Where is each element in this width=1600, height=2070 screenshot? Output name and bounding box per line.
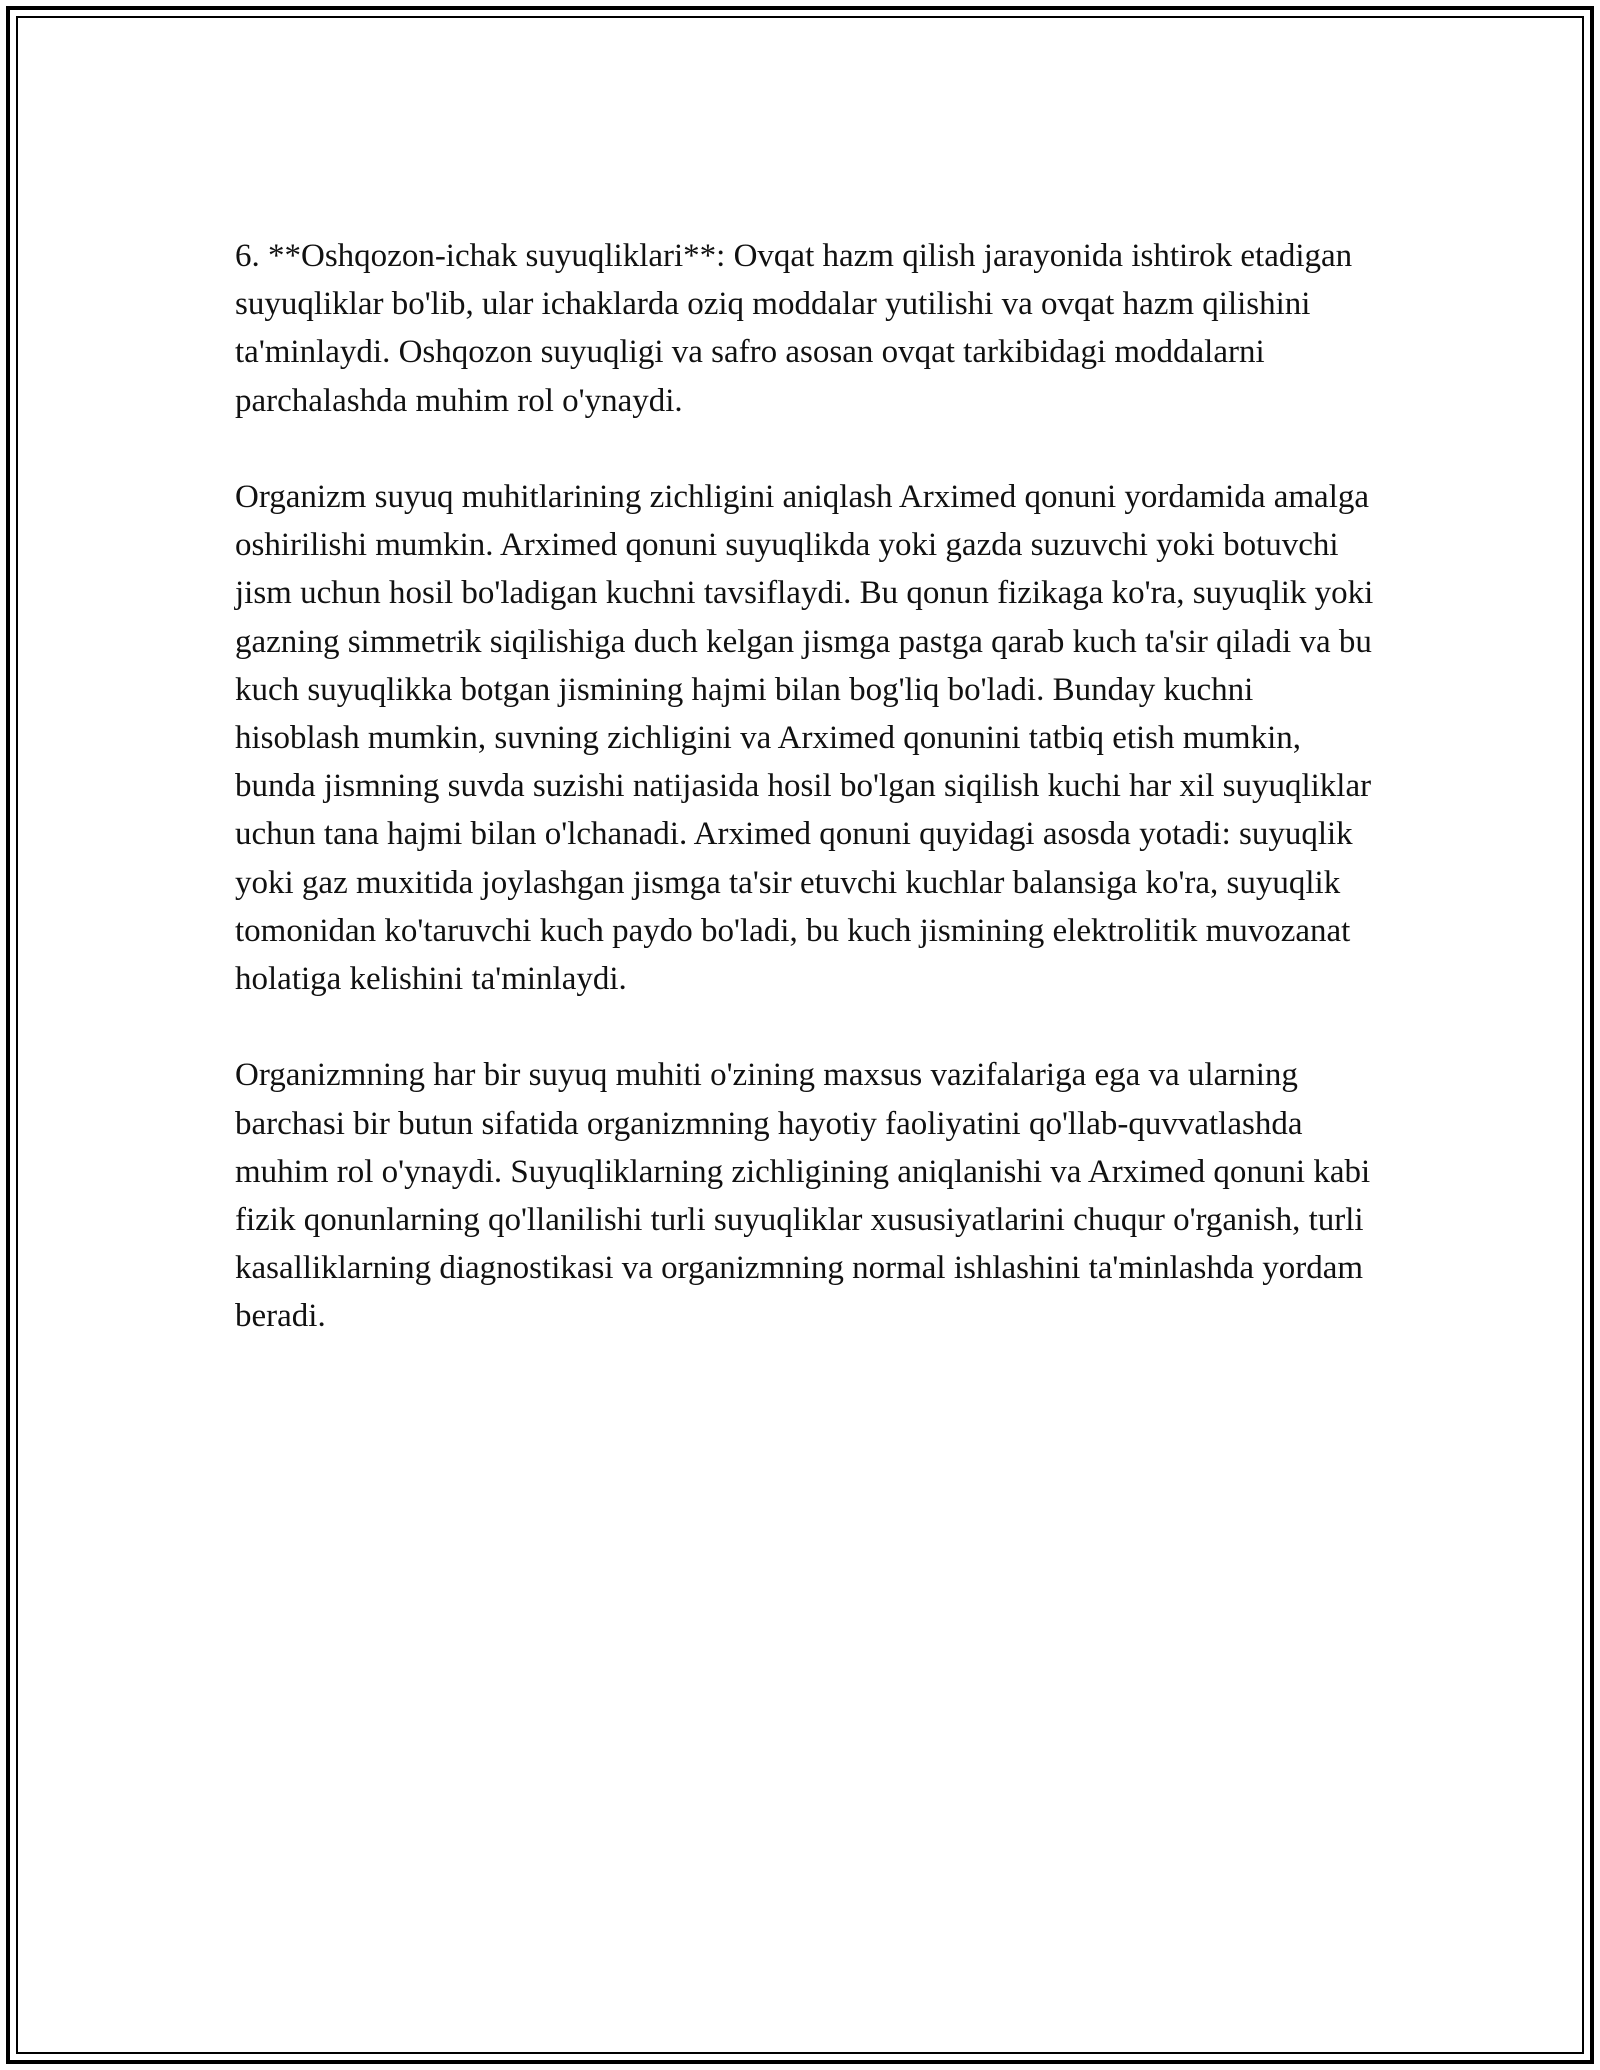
paragraph-gastrointestinal-fluids: 6. **Oshqozon-ichak suyuqliklari**: Ovqat hazm qilish jarayonida ishtirok etadigan suyuqliklar bo'lib, ular ichaklarda oziq moddalar yutilishi va ovqat hazm qilishini ta'minlaydi. Oshqozon suyuqligi va safro asosan ovqat tarkibidagi moddalarni parchalashda muhim rol o'ynaydi. [235, 238, 1353, 419]
paragraph-archimedes-law: Organizm suyuq muhitlarining zichligini aniqlash Arximed qonuni yordamida amalga oshirilishi mumkin. Arximed qonuni suyuqlikda yoki gazda suzuvchi yoki botuvchi jism uchun hosil bo'ladigan kuchni tavsiflaydi. Bu qonun fizikaga ko'ra, suyuqlik yoki gazning simmetrik siqilishiga duch kelgan jismga pastga qarab kuch ta'sir qiladi va bu kuch suyuqlikka botgan jismining hajmi bilan bog'liq bo'ladi. Bunday kuchni hisoblash mumkin, suvning zichligini va Arximed qonunini tatbiq etish mumkin, bunda jismning suvda suzishi natijasida hosil bo'lgan siqilish kuchi har xil suyuqliklar uchun tana hajmi bilan o'lchanadi. Arximed qonuni quyidagi asosda yotadi: suyuqlik yoki gaz muxitida joylashgan jismga ta'sir etuvchi kuchlar balansiga ko'ra, suyuqlik tomonidan ko'taruvchi kuch paydo bo'ladi, bu kuch jismining elektrolitik muvozanat holatiga kelishini ta'minlaydi. [235, 479, 1374, 998]
paragraph-conclusion: Organizmning har bir suyuq muhiti o'zining maxsus vazifalariga ega va ularning barchasi bir butun sifatida organizmning hayotiy faoliyatini qo'llab-quvvatlashda muhim rol o'ynaydi. Suyuqliklarning zichligining aniqlanishi va Arximed qonuni kabi fizik qonunlarning qo'llanilishi turli suyuqliklar xususiyatlarini chuqur o'rganish, turli kasalliklarning diagnostikasi va organizmning normal ishlashini ta'minlashda yordam beradi. [235, 1057, 1371, 1335]
document-body [235, 232, 1375, 1389]
